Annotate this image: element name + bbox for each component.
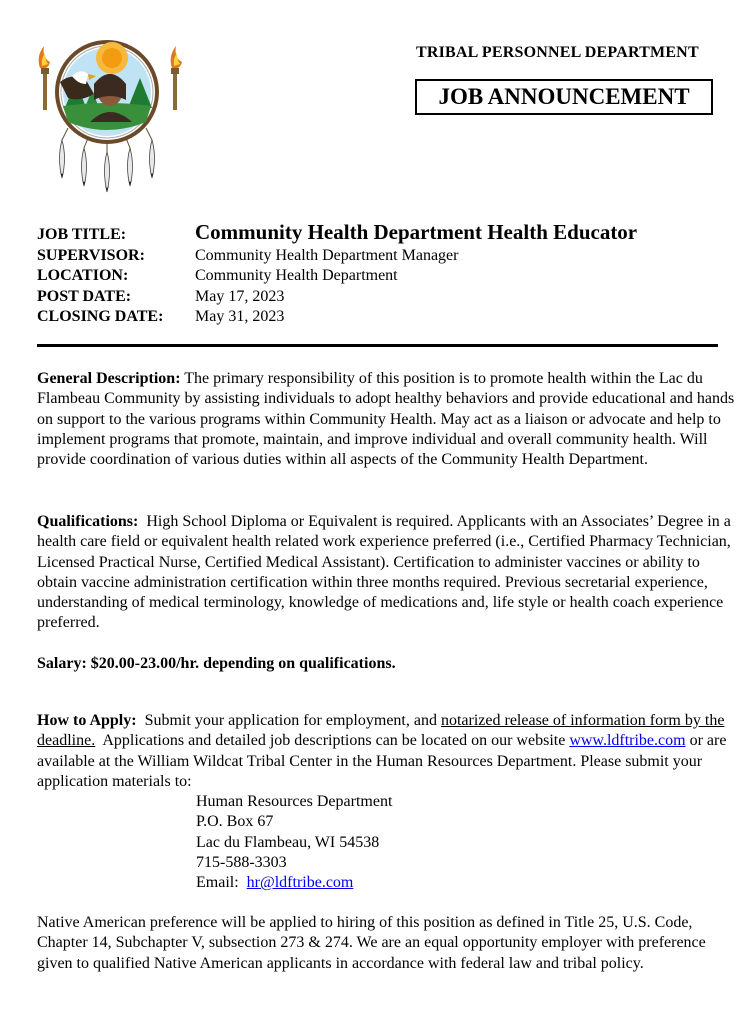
email-link[interactable]: hr@ldftribe.com <box>246 874 354 892</box>
how-to-apply-text-3: or are available at the William Wildcat Tribal Center in the Human Resources Department. Please submit your application materials to: <box>37 732 727 790</box>
qualifications-text: High School Diploma or Equivalent is required. Applicants with an Associates’ Degree in a health care field or equivalent health related work experience preferred (i.e., Certified Pharmacy Technician, Licensed Practical Nurse, Certified Medical Assistant). Certification to administer vaccines or ability to obtain vaccine administration certification within three months required. Previous secretarial experience, understanding of medical terminology, knowledge of medications and, life style or health coach experience preferred. <box>37 513 731 632</box>
phone-number: 715-588-3303 <box>196 853 287 871</box>
job-title-label: JOB TITLE: <box>37 226 127 243</box>
post-date-label: POST DATE: <box>37 287 132 305</box>
email-row <box>196 873 392 893</box>
supervisor-row <box>37 246 637 267</box>
supervisor-label: SUPERVISOR: <box>37 246 145 264</box>
closing-date-row <box>37 307 637 328</box>
job-title-row <box>37 220 637 246</box>
how-to-apply-text-2: Applications and detailed job descriptions can be located on our website <box>102 732 566 750</box>
how-to-apply <box>37 711 737 792</box>
location-label: LOCATION: <box>37 267 129 284</box>
qualifications-heading: Qualifications: <box>37 513 139 530</box>
location-value: Community Health Department <box>195 267 398 284</box>
salary <box>37 654 737 674</box>
address-line-2: P.O. Box 67 <box>196 813 274 831</box>
salary-text: Salary: $20.00-23.00/hr. depending on qualifications. <box>37 655 396 672</box>
tribal-logo <box>28 28 186 196</box>
native-american-preference <box>37 913 737 974</box>
right-torch-icon <box>171 46 182 110</box>
job-title-value: Community Health Department Health Educator <box>195 220 638 244</box>
email-label: Email: <box>196 874 239 892</box>
location-row <box>37 266 637 287</box>
closing-date-label: CLOSING DATE: <box>37 308 164 325</box>
how-to-apply-text-1: Submit your application for employment, and <box>144 712 437 729</box>
how-to-apply-heading: How to Apply: <box>37 712 137 729</box>
divider <box>37 344 718 347</box>
left-torch-icon <box>39 46 50 110</box>
post-date-value: May 17, 2023 <box>195 287 285 305</box>
qualifications <box>37 512 737 634</box>
general-description <box>37 369 737 470</box>
notarized-release-note: notarized release of information form by the deadline. <box>37 712 725 750</box>
general-description-heading: General Description: <box>37 370 181 387</box>
post-date-row <box>37 287 637 308</box>
mailing-address <box>196 792 392 893</box>
website-link[interactable]: www.ldftribe.com <box>569 732 686 750</box>
closing-date-value: May 31, 2023 <box>195 308 285 325</box>
job-info-block <box>37 220 637 328</box>
department-name: TRIBAL PERSONNEL DEPARTMENT <box>416 44 699 61</box>
address-line-1: Human Resources Department <box>196 793 393 810</box>
supervisor-value: Community Health Department Manager <box>195 246 459 264</box>
job-announcement-title: JOB ANNOUNCEMENT <box>415 79 713 115</box>
preference-text: Native American preference will be applied to hiring of this position as defined in Title 25, U.S. Code, Chapter 14, Subchapter V, subsection 273 & 274. We are an equal opportunity employer with preference given to qualified Native American applicants in accordance with federal law and tribal policy. <box>37 914 706 972</box>
address-line-3: Lac du Flambeau, WI 54538 <box>196 833 380 851</box>
general-description-text: The primary responsibility of this position is to promote health within the Lac du Flambeau Community by assisting individuals to adopt healthy behaviors and provide educational and hands on support to the various programs within Community Health. May act as a liaison or advocate and help to implement programs that promote, maintain, and improve individual and overall community health. Will provide coordination of various duties within all aspects of the Community Health Department. <box>37 370 735 469</box>
